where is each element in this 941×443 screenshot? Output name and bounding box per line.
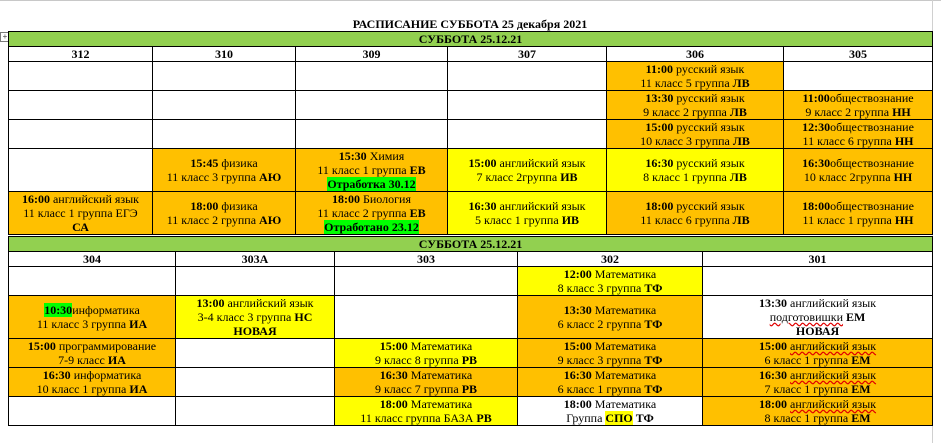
empty-cell[interactable] (176, 397, 335, 426)
lesson-cell[interactable]: 15:00 английский язык 7 класс 2группа ИВ (448, 149, 607, 192)
lesson-cell[interactable]: 11:00 русский язык 11 класс 5 группа ЛВ (607, 62, 784, 91)
empty-cell[interactable] (176, 339, 335, 368)
empty-cell[interactable] (296, 91, 448, 120)
lesson-cell[interactable]: 13:30 английский язык подготовишки ЕМ НОВАЯ (703, 296, 933, 339)
room-header: 302 (518, 252, 703, 267)
lesson-cell[interactable]: 15:00 английский язык 6 класс 1 группа ЕМ (703, 339, 933, 368)
empty-cell[interactable] (9, 149, 153, 192)
lesson-cell[interactable]: 16:30 Математика 6 класс 1 группа ТФ (518, 368, 703, 397)
empty-cell[interactable] (9, 397, 176, 426)
empty-cell[interactable] (335, 267, 518, 296)
empty-cell[interactable] (296, 120, 448, 149)
lesson-cell[interactable]: 16:30 русский язык 8 класс 1 группа ЛВ (607, 149, 784, 192)
schedule-table-1 (8, 31, 933, 235)
empty-cell[interactable] (448, 91, 607, 120)
section-header: СУББОТА 25.12.21 (9, 32, 933, 47)
lesson-cell[interactable]: 18:00 физика 11 класс 2 группа АЮ (153, 192, 296, 235)
lesson-cell[interactable]: 16:30 информатика 10 класс 1 группа ИА (9, 368, 176, 397)
room-header: 303А (176, 252, 335, 267)
lesson-cell[interactable]: 12:30обществознание 11 класс 6 группа НН (784, 120, 933, 149)
lesson-cell[interactable]: 13:00 английский язык 3-4 класс 3 группа НС НОВАЯ (176, 296, 335, 339)
lesson-cell[interactable]: 15:00 Математика 9 класс 8 группа РВ (335, 339, 518, 368)
table-move-handle[interactable]: + (0, 32, 10, 42)
lesson-cell[interactable]: 10:30информатика 11 класс 3 группа ИА (9, 296, 176, 339)
lesson-cell[interactable]: 18:00 английский язык 8 класс 1 группа ЕМ (703, 397, 933, 426)
lesson-cell[interactable]: 15:45 физика 11 класс 3 группа АЮ (153, 149, 296, 192)
lesson-cell[interactable]: 16:30обществознание 10 класс 2группа НН (784, 149, 933, 192)
lesson-cell[interactable]: 13:30 Математика 6 класс 2 группа ТФ (518, 296, 703, 339)
empty-cell[interactable] (296, 62, 448, 91)
empty-cell[interactable] (448, 62, 607, 91)
room-header: 306 (607, 47, 784, 62)
room-header: 309 (296, 47, 448, 62)
lesson-cell[interactable]: 18:00обществознание 11 класс 1 группа НН (784, 192, 933, 235)
lesson-cell[interactable]: 18:00 Математика Группа СПО ТФ (518, 397, 703, 426)
lesson-cell[interactable]: 12:00 Математика 8 класс 3 группа ТФ (518, 267, 703, 296)
room-header: 307 (448, 47, 607, 62)
room-header: 303 (335, 252, 518, 267)
document-title: РАСПИСАНИЕ СУББОТА 25 декабря 2021 (352, 17, 588, 31)
lesson-cell[interactable]: 15:00 программирование 7-9 класс ИА (9, 339, 176, 368)
empty-cell[interactable] (9, 91, 153, 120)
lesson-cell[interactable]: 16:30 Математика 9 класс 7 группа РВ (335, 368, 518, 397)
empty-cell[interactable] (176, 267, 335, 296)
empty-cell[interactable] (784, 62, 933, 91)
section-header: СУББОТА 25.12.21 (9, 237, 933, 252)
lesson-cell[interactable]: 18:00 русский язык 11 класс 6 группа ЛВ (607, 192, 784, 235)
lesson-cell[interactable]: 13:30 русский язык 9 класс 2 группа ЛВ (607, 91, 784, 120)
lesson-cell[interactable]: 15:30 Химия 11 класс 1 группа ЕВ Отработка 30.12 (296, 149, 448, 192)
empty-cell[interactable] (153, 120, 296, 149)
lesson-cell[interactable]: 18:00 Математика 11 класс группа БАЗА РВ (335, 397, 518, 426)
room-header: 312 (9, 47, 153, 62)
empty-cell[interactable] (335, 296, 518, 339)
empty-cell[interactable] (9, 62, 153, 91)
empty-cell[interactable] (153, 62, 296, 91)
top-border-line (0, 0, 941, 1)
empty-cell[interactable] (9, 267, 176, 296)
lesson-cell[interactable]: 15:00 Математика 9 класс 3 группа ТФ (518, 339, 703, 368)
lesson-cell[interactable]: 16:30 английский язык 7 класс 1 группа ЕМ (703, 368, 933, 397)
makeup-note: Отработка 30.12 (327, 177, 416, 191)
room-header: 305 (784, 47, 933, 62)
room-header: 310 (153, 47, 296, 62)
empty-cell[interactable] (176, 368, 335, 397)
lesson-cell[interactable]: 11:00обществознание 9 класс 2 группа НН (784, 91, 933, 120)
makeup-note: Отработано 23.12 (324, 220, 419, 234)
lesson-cell[interactable]: 15:00 русский язык 10 класс 3 группа ЛВ (607, 120, 784, 149)
lesson-cell[interactable]: 16:00 английский язык 11 класс 1 группа ЕГЭ СА (9, 192, 153, 235)
lesson-cell[interactable]: 18:00 Биология 11 класс 2 группа ЕВ Отработано 23.12 (296, 192, 448, 235)
schedule-table-2 (8, 236, 933, 426)
room-header: 304 (9, 252, 176, 267)
empty-cell[interactable] (9, 120, 153, 149)
lesson-cell[interactable]: 16:30 английский язык 5 класс 1 группа ИВ (448, 192, 607, 235)
empty-cell[interactable] (153, 91, 296, 120)
room-header: 301 (703, 252, 933, 267)
empty-cell[interactable] (703, 267, 933, 296)
empty-cell[interactable] (448, 120, 607, 149)
